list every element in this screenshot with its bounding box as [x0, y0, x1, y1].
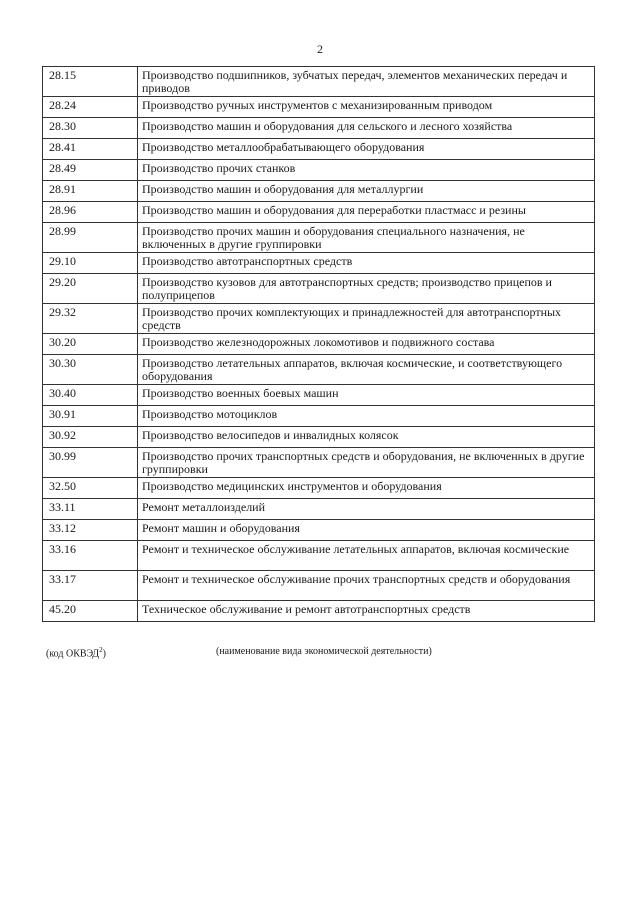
okved-code-cell: 28.24	[43, 97, 138, 118]
footer-name-label: (наименование вида экономической деятельности)	[216, 646, 432, 657]
table-row	[43, 478, 595, 499]
okved-code-cell: 30.92	[43, 427, 138, 448]
activity-name-cell: Производство велосипедов и инвалидных колясок	[138, 427, 595, 448]
activity-name-cell: Ремонт и техническое обслуживание летательных аппаратов, включая космические	[138, 541, 595, 571]
activity-name-cell: Производство подшипников, зубчатых передач, элементов механических передач и приводов	[138, 67, 595, 97]
activity-name-cell: Ремонт и техническое обслуживание прочих транспортных средств и оборудования	[138, 571, 595, 601]
table-row	[43, 571, 595, 601]
activity-name-cell: Производство машин и оборудования для сельского и лесного хозяйства	[138, 118, 595, 139]
activity-name-cell: Производство прочих станков	[138, 160, 595, 181]
table-row	[43, 448, 595, 478]
table-row	[43, 118, 595, 139]
table-row	[43, 274, 595, 304]
activity-name-cell: Ремонт машин и оборудования	[138, 520, 595, 541]
table-row	[43, 355, 595, 385]
table-row	[43, 334, 595, 355]
okved-code-cell: 30.99	[43, 448, 138, 478]
table-row	[43, 406, 595, 427]
okved-code-cell: 30.91	[43, 406, 138, 427]
okved-code-cell: 32.50	[43, 478, 138, 499]
table-row	[43, 139, 595, 160]
table-row	[43, 181, 595, 202]
okved-code-cell: 29.32	[43, 304, 138, 334]
okved-code-cell: 28.99	[43, 223, 138, 253]
activity-name-cell: Производство металлообрабатывающего оборудования	[138, 139, 595, 160]
activity-name-cell: Производство прочих комплектующих и принадлежностей для автотранспортных средств	[138, 304, 595, 334]
footer-code-label-text: (код ОКВЭД	[46, 648, 100, 660]
okved-code-cell: 30.40	[43, 385, 138, 406]
okved-code-cell: 29.10	[43, 253, 138, 274]
table-row	[43, 253, 595, 274]
table-row	[43, 304, 595, 334]
activity-name-cell: Производство военных боевых машин	[138, 385, 595, 406]
okved-code-cell: 28.41	[43, 139, 138, 160]
table-row	[43, 385, 595, 406]
activity-name-cell: Производство машин и оборудования для металлургии	[138, 181, 595, 202]
footer-code-label	[46, 646, 106, 659]
okved-code-cell: 28.91	[43, 181, 138, 202]
activity-name-cell: Производство летательных аппаратов, включая космические, и соответствующего оборудования	[138, 355, 595, 385]
okved-code-cell: 28.96	[43, 202, 138, 223]
okved-table	[42, 66, 595, 622]
table-row	[43, 601, 595, 622]
activity-name-cell: Производство прочих машин и оборудования специального назначения, не включенных в другие группировки	[138, 223, 595, 253]
activity-name-cell: Производство медицинских инструментов и оборудования	[138, 478, 595, 499]
okved-code-cell: 28.15	[43, 67, 138, 97]
table-row	[43, 541, 595, 571]
okved-code-cell: 28.49	[43, 160, 138, 181]
page-number: 2	[317, 42, 323, 56]
table-row	[43, 97, 595, 118]
footer-code-label-end: )	[102, 648, 106, 660]
okved-code-cell: 28.30	[43, 118, 138, 139]
table-row	[43, 202, 595, 223]
activity-name-cell: Производство мотоциклов	[138, 406, 595, 427]
okved-code-cell: 29.20	[43, 274, 138, 304]
okved-code-cell: 30.20	[43, 334, 138, 355]
okved-code-cell: 33.16	[43, 541, 138, 571]
activity-name-cell: Производство прочих транспортных средств и оборудования, не включенных в другие группировки	[138, 448, 595, 478]
activity-name-cell: Техническое обслуживание и ремонт автотранспортных средств	[138, 601, 595, 622]
table-row	[43, 160, 595, 181]
activity-name-cell: Производство ручных инструментов с механизированным приводом	[138, 97, 595, 118]
table-row	[43, 427, 595, 448]
activity-name-cell: Производство железнодорожных локомотивов и подвижного состава	[138, 334, 595, 355]
activity-name-cell: Производство кузовов для автотранспортных средств; производство прицепов и полуприцепов	[138, 274, 595, 304]
table-row	[43, 499, 595, 520]
activity-name-cell: Производство машин и оборудования для переработки пластмасс и резины	[138, 202, 595, 223]
okved-table-body	[43, 67, 595, 622]
okved-code-cell: 33.11	[43, 499, 138, 520]
table-row	[43, 520, 595, 541]
okved-code-cell: 33.12	[43, 520, 138, 541]
table-row	[43, 223, 595, 253]
okved-code-cell: 45.20	[43, 601, 138, 622]
okved-code-cell: 30.30	[43, 355, 138, 385]
okved-code-cell: 33.17	[43, 571, 138, 601]
footer-code-label-sup: 2	[99, 646, 103, 654]
activity-name-cell: Ремонт металлоизделий	[138, 499, 595, 520]
table-row	[43, 67, 595, 97]
activity-name-cell: Производство автотранспортных средств	[138, 253, 595, 274]
